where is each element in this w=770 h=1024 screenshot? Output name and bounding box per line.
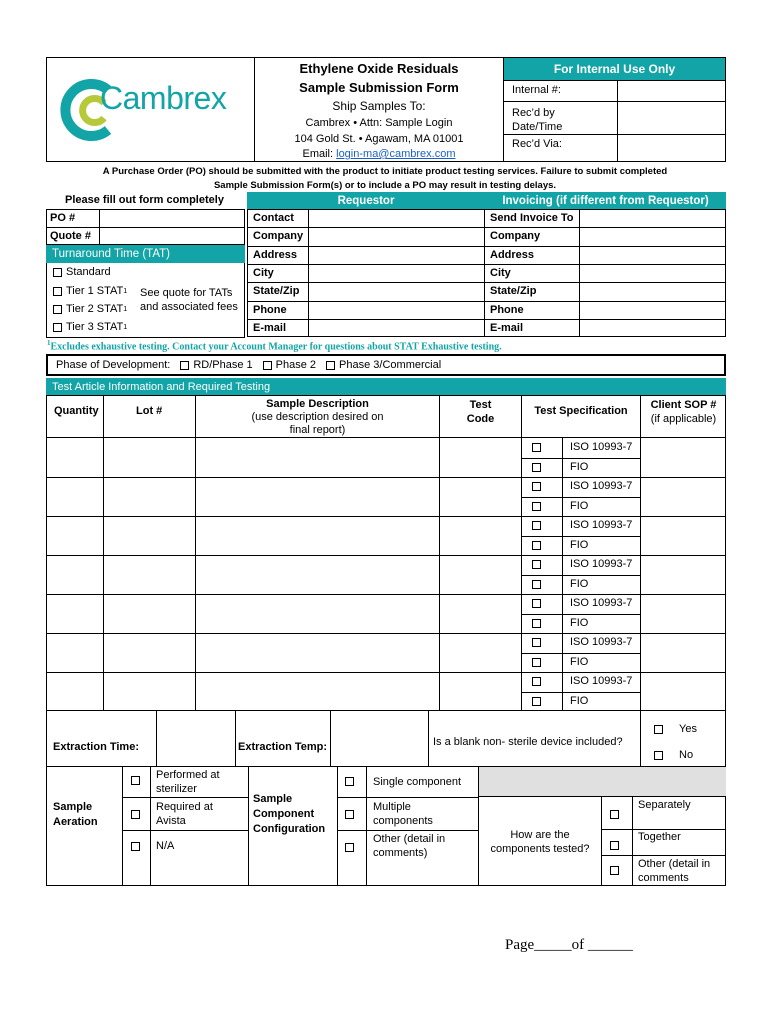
spec-option-label: FIO [570,577,589,590]
tat-tier2-sup: 1 [123,305,128,313]
test-article-title-text: Test Article Information and Required Testing [52,380,271,393]
aeration-opt-1a: Performed at [156,769,220,781]
tat-title-text: Turnaround Time (TAT) [52,248,171,260]
component-label-3: Configuration [253,823,326,835]
component-other-1: Other (detail in [373,833,446,845]
tat-standard-label: Standard [66,266,111,278]
spec-sub-line [521,653,640,654]
internal-line-3 [504,134,726,135]
recd-via-label: Rec’d Via: [512,138,562,150]
invoicing-field-input[interactable] [581,247,724,263]
tat-tier3-label: Tier 3 STAT [66,321,124,333]
col-line-4 [521,395,522,711]
tat-standard-checkbox[interactable] [53,268,62,277]
tat-title [46,245,245,263]
spec-option-label: FIO [570,538,589,551]
tat-standard[interactable] [53,265,111,279]
component-label-1: Sample [253,793,293,805]
spec-option-label: ISO 10993-7 [570,441,633,453]
recd-by-input[interactable] [619,103,724,133]
po-vline [99,209,100,245]
tested-hline-2 [601,855,726,856]
spec-checkbox[interactable] [532,541,541,550]
recd-via-input[interactable] [619,136,724,161]
tat-tier2[interactable] [53,302,127,316]
tat-quote-note-2: and associated fees [140,301,238,313]
spec-checkbox[interactable] [532,638,541,647]
col-sop-2: (if applicable) [650,413,717,425]
extraction-time-input[interactable] [158,713,234,765]
col-desc-2: (use description desired on [251,411,384,423]
component-multi-1: Multiple [373,801,411,813]
invoicing-field-label: E-mail [490,321,524,334]
spec-checkbox[interactable] [532,560,541,569]
spec-inner-vline [562,672,563,711]
spec-checkbox[interactable] [532,482,541,491]
component-other-2: comments) [373,847,428,859]
tat-tier1-label: Tier 1 STAT [66,285,124,297]
spec-sub-line [521,458,640,459]
component-multi-2: components [373,815,433,827]
requestor-field-label: Company [253,230,304,243]
spec-checkbox[interactable] [532,619,541,628]
fill-out-note: Please fill out form completely [65,194,224,206]
requestor-title [247,192,485,210]
extraction-temp-label: Extraction Temp: [238,741,328,753]
requestor-field-input[interactable] [310,283,483,299]
internal-vline [617,80,618,162]
blank-no-checkbox[interactable] [654,751,663,760]
invoicing-field-label: Phone [490,303,524,316]
phase-rd-checkbox[interactable] [180,361,189,370]
tat-tier3-checkbox[interactable] [53,323,62,332]
phase-3-checkbox[interactable] [326,361,335,370]
spec-block-line [46,672,726,673]
date-time-text: Date/Time [512,121,563,133]
component-single-checkbox[interactable] [345,777,354,786]
aer-vline-4 [337,767,338,886]
aeration-label-1: Sample [53,801,93,813]
col-line-2 [195,395,196,711]
address-line-1: Cambrex • Attn: Sample Login [305,117,453,129]
internal-no-input[interactable] [619,82,724,100]
email-label: Email: [302,148,334,160]
phase-2-checkbox[interactable] [263,361,272,370]
spec-checkbox[interactable] [532,521,541,530]
aer-hline-1 [122,797,248,798]
requestor-field-input[interactable] [310,265,483,281]
tested-hline-1 [601,829,726,830]
requestor-field-label: Phone [253,303,287,316]
spec-option-label: ISO 10993-7 [570,675,633,687]
aer-vline-2 [150,767,151,886]
component-label [253,792,325,837]
blank-yes-checkbox[interactable] [654,725,663,734]
tested-q2: components tested? [490,843,590,855]
blank-no-label: No [679,749,694,761]
spec-sub-line [521,497,640,498]
component-single-label: Single component [373,776,462,788]
form-title-2: Sample Submission Form [299,80,459,95]
spec-checkbox[interactable] [532,443,541,452]
component-label-2: Component [253,808,315,820]
invoicing-field-label: Send Invoice To [490,212,574,224]
requestor-field-input[interactable] [310,247,483,263]
spec-checkbox[interactable] [532,463,541,472]
col-lot: Lot # [136,405,163,417]
spec-sub-line [521,536,640,537]
tested-other-2: comments [638,872,689,884]
comp-hline-1 [337,797,478,798]
invoicing-field-input[interactable] [581,210,724,226]
spec-inner-vline [562,516,563,555]
col-quantity: Quantity [54,405,99,417]
tested-separately-checkbox[interactable] [610,810,619,819]
tat-tier2-checkbox[interactable] [53,305,62,314]
logo-text: Cambrex [100,80,227,116]
col-sop-1: Client SOP # [650,399,717,411]
phase-3-label: Phase 3/Commercial [339,359,442,371]
recd-by-label [512,106,562,134]
aeration-label-2: Aeration [53,816,98,828]
requestor-field-label: E-mail [253,321,287,334]
spec-checkbox[interactable] [532,658,541,667]
spec-sub-line [521,575,640,576]
ext-vline-4 [428,711,429,767]
requestor-field-input[interactable] [310,302,483,318]
aeration-opt-2a: Required at [156,801,213,813]
footnote-text: Excludes exhaustive testing. Contact your Account Manager for questions about STAT Exhaustive testing. [50,341,502,353]
invoicing-title-text: Invoicing (if different from Requestor) [502,195,709,207]
spec-inner-vline [562,477,563,516]
phase-rd-label: RD/Phase 1 [193,359,253,371]
spec-block-line [46,477,726,478]
form-title-1: Ethylene Oxide Residuals [299,61,459,76]
tested-together-checkbox[interactable] [610,841,619,850]
component-other-checkbox[interactable] [345,843,354,852]
invoicing-field-input[interactable] [581,320,724,336]
aeration-opt-2 [156,800,213,828]
requestor-field-label: City [253,266,274,279]
email-link[interactable]: login-ma@cambrex.com [336,148,456,160]
spec-option-label: ISO 10993-7 [570,597,633,609]
spec-checkbox[interactable] [532,599,541,608]
aer-vline-5 [366,767,367,886]
blank-no[interactable] [654,749,693,761]
component-multi-checkbox[interactable] [345,810,354,819]
component-other-label [373,832,445,860]
po-label: PO # [50,212,76,224]
phase-label: Phase of Development: [56,359,171,371]
spec-checkbox[interactable] [532,502,541,511]
email-line [255,147,503,162]
col-description [196,398,439,437]
invoicing-field-input[interactable] [581,302,724,318]
ship-to: Ship Samples To: [332,99,426,113]
spec-checkbox[interactable] [532,677,541,686]
tat-tier1-sup: 1 [123,287,128,295]
quote-label: Quote # [50,230,91,242]
requestor-title-text: Requestor [337,195,395,207]
spec-block-line [46,516,726,517]
invoicing-title [485,192,726,210]
spec-checkbox[interactable] [532,580,541,589]
requestor-field-label: Address [253,248,298,261]
spec-option-label: FIO [570,655,589,668]
internal-use-title [504,58,725,80]
aer-vline-3 [248,767,249,886]
col-line-1 [103,395,104,711]
tested-header-shade [479,767,726,797]
col-code-1: Test [469,399,492,411]
col-test-spec: Test Specification [534,405,628,417]
spec-option-label: ISO 10993-7 [570,558,633,570]
spec-option-label: ISO 10993-7 [570,480,633,492]
spec-option-label: FIO [570,499,589,512]
requestor-field-input[interactable] [310,228,483,244]
aer-hline-2 [122,830,248,831]
phase-2-label: Phase 2 [275,359,317,371]
tested-other-label [638,857,710,885]
po-notice-1: A Purchase Order (PO) should be submitted with the product to initiate product testing services. Failure to submit completed [102,166,668,177]
aeration-sterilizer-checkbox[interactable] [131,776,140,785]
test-header-line [46,437,726,438]
tested-other-1: Other (detail in [638,858,711,870]
comp-hline-2 [337,830,478,831]
phase-box [46,354,726,376]
spec-option-label: FIO [570,616,589,629]
col-desc-1: Sample Description [266,398,369,410]
spec-inner-vline [562,594,563,633]
requestor-field-input[interactable] [310,210,483,226]
address-line-2: 104 Gold St. • Agawam, MA 01001 [294,133,464,145]
invoicing-field-input[interactable] [581,265,724,281]
ext-vline-1 [156,711,157,767]
invoicing-field-label: State/Zip [490,285,537,298]
internal-no-label: Internal #: [512,84,561,96]
spec-block-line [46,594,726,595]
aer-vline-8 [632,797,633,886]
tested-together-label: Together [638,831,681,843]
recd-by-text: Rec’d by [512,107,555,119]
spec-block-line [46,555,726,556]
po-line [46,227,245,228]
spec-inner-vline [562,438,563,477]
aeration-opt-1 [156,768,220,796]
tested-other-checkbox[interactable] [610,866,619,875]
col-test-code [440,398,521,426]
invoicing-field-input[interactable] [581,228,724,244]
aeration-opt-3: N/A [156,840,175,852]
extraction-time-label: Extraction Time: [53,741,139,753]
blank-yes-label: Yes [679,723,697,735]
aeration-opt-1b: sterilizer [156,783,197,795]
internal-use-title-text: For Internal Use Only [553,62,676,76]
invoicing-field-label: Company [490,230,541,243]
footnote [47,339,502,352]
aeration-avista-checkbox[interactable] [131,810,140,819]
spec-sub-line [521,692,640,693]
blank-yes[interactable] [654,723,697,735]
col-line-5 [640,395,641,711]
spec-option-label: FIO [570,460,589,473]
tat-tier3-sup: 1 [123,323,128,331]
col-client-sop [641,398,726,426]
invoicing-field-label: City [490,266,511,279]
tat-quote-note-1: See quote for TATs [140,287,233,299]
extraction-temp-input[interactable] [332,713,427,765]
tat-tier1[interactable] [53,284,127,298]
po-notice [40,165,730,193]
header-center [255,60,503,162]
aeration-na-checkbox[interactable] [131,842,140,851]
requestor-field-label: Contact [253,212,294,224]
component-multi-label [373,800,433,828]
aeration-label [53,800,98,830]
spec-block-line [46,633,726,634]
col-line-3 [439,395,440,711]
cambrex-logo [60,78,245,144]
col-code-2: Code [466,413,495,425]
spec-inner-vline [562,555,563,594]
blank-question: Is a blank non- sterile device included? [433,736,623,748]
requestor-field-label: State/Zip [253,285,300,298]
tested-question [479,828,601,856]
invoicing-field-input[interactable] [581,283,724,299]
tested-q1: How are the [510,829,570,841]
internal-line-2 [504,101,726,102]
page-number: Page_____of ______ [505,937,633,953]
po-notice-2: Sample Submission Form(s) or to include a PO may result in testing delays. [213,180,557,191]
spec-checkbox[interactable] [532,697,541,706]
aeration-opt-2b: Avista [156,815,186,827]
tat-tier3[interactable] [53,320,127,334]
requestor-field-input[interactable] [310,320,483,336]
spec-option-label: ISO 10993-7 [570,519,633,531]
col-desc-3: final report) [289,424,346,436]
spec-option-label: FIO [570,694,589,707]
quote-input[interactable] [101,229,243,244]
spec-option-label: ISO 10993-7 [570,636,633,648]
footnote-sup: 1 [47,339,51,347]
tested-separately-label: Separately [638,799,691,811]
tat-quote-note [140,286,238,314]
invoicing-field-label: Address [490,248,535,261]
ext-vline-5 [640,711,641,767]
internal-line-1 [504,80,726,81]
ext-vline-2 [235,711,236,767]
ext-vline-3 [330,711,331,767]
tat-tier1-checkbox[interactable] [53,287,62,296]
test-article-title [46,378,726,395]
po-input[interactable] [101,211,243,226]
aer-vline-1 [122,767,123,886]
tat-tier2-label: Tier 2 STAT [66,303,124,315]
spec-inner-vline [562,633,563,672]
spec-sub-line [521,614,640,615]
